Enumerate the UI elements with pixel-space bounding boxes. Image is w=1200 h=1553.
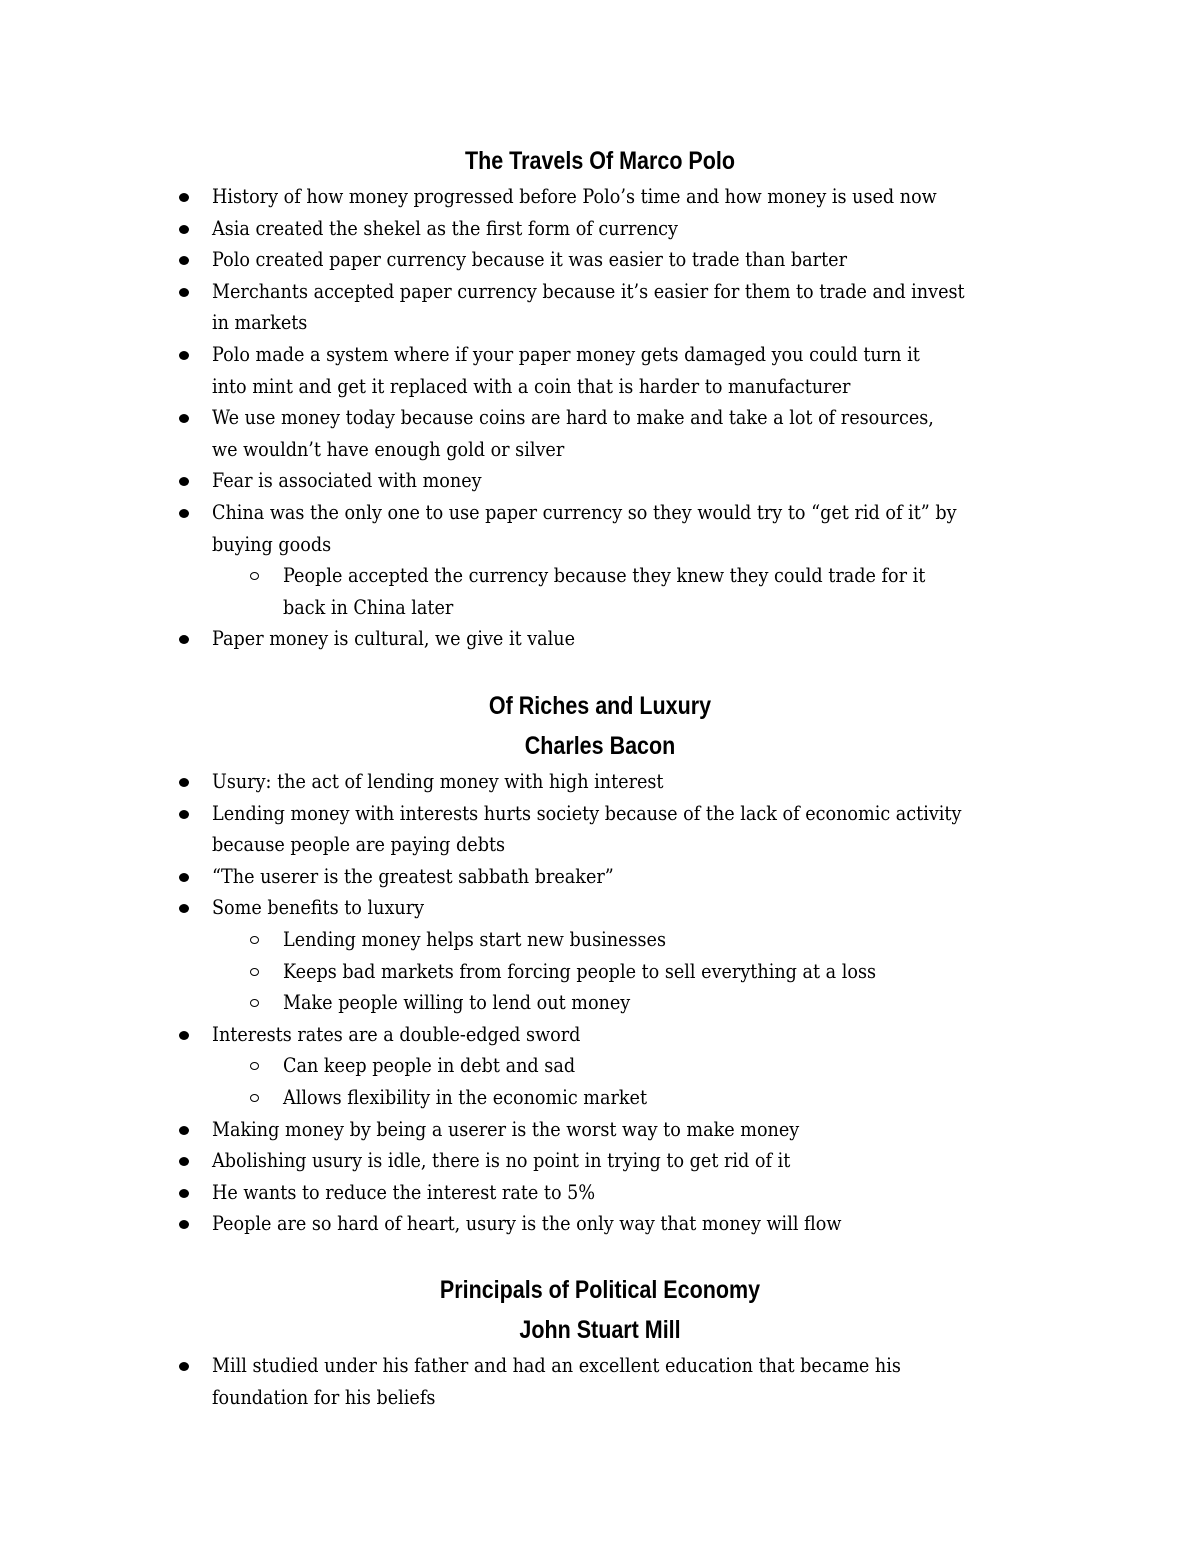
bullet-icon [177, 766, 191, 798]
hollow-bullet-icon [248, 924, 262, 956]
list-item [0, 1145, 1200, 1177]
list-item-text: Make people willing to lend out money [283, 990, 631, 1015]
bullet-icon [177, 497, 191, 529]
bullet-icon [177, 402, 191, 434]
bullet-list [0, 766, 1200, 1240]
list-item-text: because people are paying debts [212, 832, 506, 857]
list-item-continuation [0, 1382, 1200, 1414]
list-item [0, 465, 1200, 497]
list-item-text: in markets [212, 310, 308, 335]
list-item [0, 798, 1200, 830]
bullet-list [0, 181, 1200, 655]
bullet-icon [177, 339, 191, 371]
hollow-bullet-icon [248, 1050, 262, 1082]
list-item-text: buying goods [212, 531, 332, 556]
bullet-icon [177, 276, 191, 308]
list-item-text: Polo made a system where if your paper money gets damaged you could turn it [212, 341, 920, 366]
list-item-text: Abolishing usury is idle, there is no point in trying to get rid of it [212, 1148, 791, 1173]
section-riches-and-luxury [0, 686, 1200, 1240]
hollow-bullet-icon [248, 987, 262, 1019]
bullet-list [0, 1350, 1200, 1413]
section-political-economy [0, 1270, 1200, 1413]
list-item-text: Keeps bad markets from forcing people to sell everything at a loss [283, 958, 877, 983]
list-item-continuation [0, 434, 1200, 466]
bullet-icon [177, 1019, 191, 1051]
list-item-continuation [0, 529, 1200, 561]
list-item-continuation [0, 371, 1200, 403]
sub-list-item [0, 560, 1200, 592]
list-item [0, 1114, 1200, 1146]
bullet-icon [177, 1114, 191, 1146]
list-item [0, 861, 1200, 893]
section-author: Charles Bacon [524, 732, 676, 760]
list-item [0, 892, 1200, 924]
bullet-icon [177, 465, 191, 497]
bullet-icon [177, 1208, 191, 1240]
list-item-text: Fear is associated with money [212, 468, 482, 493]
sub-list-item [0, 1082, 1200, 1114]
bullet-icon [177, 892, 191, 924]
section-title: Of Riches and Luxury [488, 692, 712, 720]
list-item-text: foundation for his beliefs [212, 1384, 436, 1409]
list-item-text: History of how money progressed before Polo’s time and how money is used now [212, 184, 937, 208]
list-item [0, 244, 1200, 276]
list-item-text: People accepted the currency because they knew they could trade for it [283, 563, 926, 588]
bullet-icon [177, 1145, 191, 1177]
sub-list-item [0, 1050, 1200, 1082]
list-item [0, 276, 1200, 308]
hollow-bullet-icon [248, 560, 262, 592]
section-title: The Travels Of Marco Polo [464, 147, 736, 175]
list-item-text: “The userer is the greatest sabbath breaker” [212, 863, 614, 888]
list-item [0, 623, 1200, 655]
list-item-continuation [0, 829, 1200, 861]
list-item-text: Interests rates are a double-edged sword [212, 1021, 581, 1046]
list-item [0, 1350, 1200, 1382]
sub-list-item [0, 987, 1200, 1019]
list-item [0, 1177, 1200, 1209]
list-item-continuation [0, 592, 1200, 624]
list-item-text: into mint and get it replaced with a coin that is harder to manufacturer [212, 373, 851, 398]
sub-list-item [0, 924, 1200, 956]
list-item [0, 766, 1200, 798]
list-item [0, 1208, 1200, 1240]
list-item-text: Making money by being a userer is the worst way to make money [212, 1116, 800, 1141]
section-marco-polo [0, 141, 1200, 655]
bullet-icon [177, 623, 191, 655]
bullet-icon [177, 861, 191, 893]
list-item-text: Lending money with interests hurts society because of the lack of economic activity [212, 800, 962, 825]
list-item [0, 339, 1200, 371]
list-item-text: Mill studied under his father and had an excellent education that became his [212, 1353, 901, 1377]
list-item [0, 1019, 1200, 1051]
list-item-text: Paper money is cultural, we give it value [212, 626, 576, 651]
list-item [0, 497, 1200, 529]
bullet-icon [177, 798, 191, 830]
list-item [0, 213, 1200, 245]
bullet-icon [177, 1177, 191, 1209]
bullet-icon [177, 244, 191, 276]
list-item-text: People are so hard of heart, usury is the only way that money will flow [212, 1211, 842, 1236]
list-item [0, 181, 1200, 213]
bullet-icon [177, 213, 191, 245]
section-title: Principals of Political Economy [439, 1276, 761, 1304]
list-item-text: back in China later [283, 594, 454, 619]
list-item-text: Some benefits to luxury [212, 895, 425, 920]
list-item-continuation [0, 307, 1200, 339]
list-item-text: China was the only one to use paper currency so they would try to “get rid of it” by [212, 499, 957, 524]
list-item [0, 402, 1200, 434]
bullet-icon [177, 1350, 191, 1382]
list-item-text: Usury: the act of lending money with high interest [212, 769, 664, 793]
hollow-bullet-icon [248, 956, 262, 988]
list-item-text: Polo created paper currency because it was easier to trade than barter [212, 247, 848, 272]
list-item-text: We use money today because coins are hard to make and take a lot of resources, [212, 405, 934, 430]
bullet-icon [177, 181, 191, 213]
sub-list-item [0, 956, 1200, 988]
list-item-text: Merchants accepted paper currency because it’s easier for them to trade and invest [212, 278, 965, 303]
list-item-text: Allows flexibility in the economic market [283, 1084, 648, 1109]
list-item-text: He wants to reduce the interest rate to 5% [212, 1179, 596, 1204]
hollow-bullet-icon [248, 1082, 262, 1114]
section-author: John Stuart Mill [519, 1316, 681, 1344]
list-item-text: Asia created the shekel as the first form of currency [212, 215, 678, 240]
list-item-text: we wouldn’t have enough gold or silver [212, 436, 565, 461]
list-item-text: Can keep people in debt and sad [283, 1053, 576, 1078]
list-item-text: Lending money helps start new businesses [283, 926, 666, 951]
